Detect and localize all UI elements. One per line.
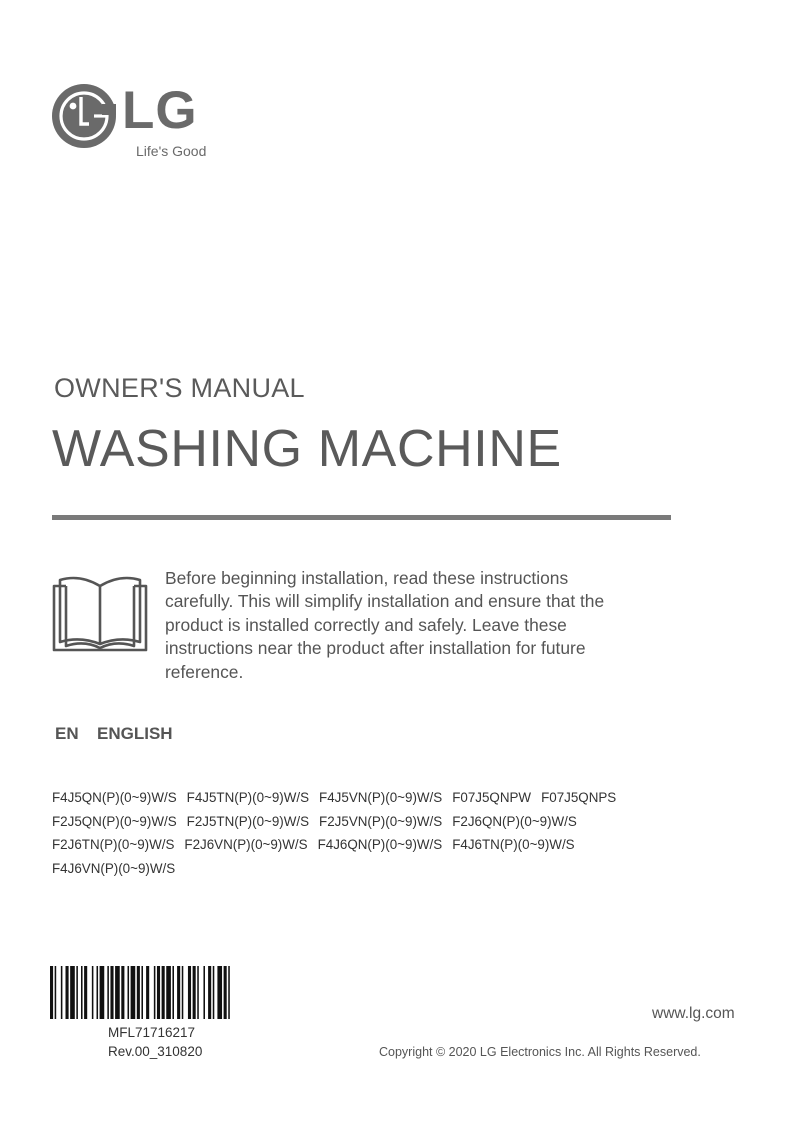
open-book-icon — [52, 570, 148, 652]
model-number: F2J6VN(P)(0~9)W/S — [184, 837, 308, 853]
product-title: WASHING MACHINE — [52, 420, 562, 478]
installation-notice — [165, 567, 675, 684]
notice-line: instructions near the product after installation for future — [165, 638, 586, 659]
model-number: F2J5QN(P)(0~9)W/S — [52, 813, 177, 829]
model-number: F4J5TN(P)(0~9)W/S — [186, 790, 310, 805]
notice-line: reference. — [165, 661, 244, 682]
model-number: F2J6QN(P)(0~9)W/S — [452, 813, 577, 829]
notice-line: carefully. This will simplify installation and ensure that the — [165, 591, 605, 612]
revision-code: Rev.00_310820 — [108, 1044, 203, 1059]
title-divider — [52, 515, 671, 520]
model-number: F4J6VN(P)(0~9)W/S — [52, 860, 176, 876]
model-row — [52, 814, 752, 838]
model-row — [52, 837, 752, 861]
notice-line: product is installed correctly and safely. Leave these — [165, 614, 567, 635]
lg-face-logo-icon — [52, 84, 116, 148]
notice-line: Before beginning installation, read these instructions — [165, 568, 569, 588]
model-row — [52, 861, 752, 885]
model-number: F4J6QN(P)(0~9)W/S — [317, 837, 443, 853]
brand-tagline: Life's Good — [136, 143, 207, 159]
copyright-notice: Copyright © 2020 LG Electronics Inc. All Rights Reserved. — [379, 1045, 701, 1059]
part-number: MFL71716217 — [108, 1025, 196, 1040]
model-number: F4J6TN(P)(0~9)W/S — [452, 837, 575, 853]
model-number: F07J5QNPS — [541, 790, 617, 805]
model-number: F07J5QNPW — [452, 790, 532, 805]
model-number: F4J5QN(P)(0~9)W/S — [52, 790, 177, 805]
language-code: EN — [55, 724, 79, 743]
document-type: OWNER'S MANUAL — [54, 373, 305, 403]
barcode — [50, 966, 268, 1019]
model-number: F4J5VN(P)(0~9)W/S — [319, 790, 443, 805]
website-url: www.lg.com — [652, 1005, 735, 1022]
model-number: F2J6TN(P)(0~9)W/S — [52, 837, 175, 853]
model-row — [52, 790, 752, 814]
brand-name: LG — [122, 81, 198, 140]
model-number: F2J5VN(P)(0~9)W/S — [319, 813, 443, 829]
language-name: ENGLISH — [97, 724, 173, 743]
model-number: F2J5TN(P)(0~9)W/S — [186, 813, 310, 829]
model-list — [52, 790, 752, 884]
